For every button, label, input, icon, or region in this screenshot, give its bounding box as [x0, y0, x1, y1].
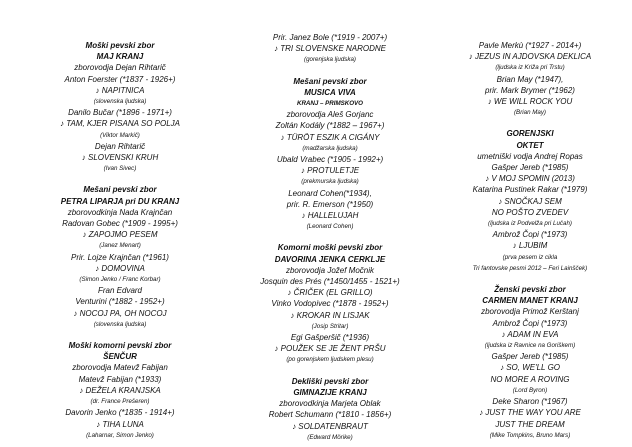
composer: Brian May (*1947),: [496, 74, 564, 84]
lyricist: (Ivan Sivec): [103, 165, 137, 173]
song-title: ♪ TIHA LUNA: [96, 419, 144, 429]
song-title: ♪ LJUBIM: [512, 241, 548, 251]
lyricist: (po gorenjskem ljudskem plesu): [286, 356, 374, 364]
column-3: [440, 40, 620, 441]
composer: Gašper Jereb (*1985): [491, 352, 569, 362]
choir-name: ŠENČUR: [103, 352, 137, 362]
composer: Deke Sharon (*1967): [492, 397, 568, 407]
song-title: JUST THE DREAM: [495, 419, 565, 429]
lyricist: (Josip Stritar): [311, 322, 349, 330]
composer: Davorin Jenko (*1835 - 1914+): [65, 408, 175, 418]
choir-name: PETRA LIPARJA pri DU KRANJ: [60, 196, 180, 206]
column-1: [40, 40, 200, 441]
lyricist: (Simon Jenko / Franc Korbar): [79, 276, 161, 284]
composer: prir. R. Emerson (*1950): [286, 199, 374, 209]
song-title: NO MORE A ROVING: [490, 374, 570, 384]
song-title: ♪ PROTULETJE: [300, 166, 360, 176]
song-title: ♪ ZAPOJMO PESEM: [82, 230, 158, 240]
composer: Danilo Bučar (*1896 - 1971+): [68, 108, 172, 118]
choir-type: Dekliški pevski zbor: [291, 376, 369, 386]
block-musica-viva: [240, 76, 420, 233]
composer: Dejan Rihtarič: [94, 141, 146, 151]
lyricist: (Lord Byron): [512, 386, 548, 394]
song-title: ♪ NAPITNICA: [95, 85, 145, 95]
lyricist: (slovenska ljudska): [93, 98, 147, 106]
column-2: [240, 32, 420, 443]
block-sencur: [40, 340, 200, 441]
lyricist: (ljudska iz Ravnice na Goriškem): [484, 342, 576, 350]
composer: Ubald Vrabec (*1905 - 1992+): [276, 155, 384, 165]
lyricist: (prva pesem iz cikla: [502, 253, 558, 261]
song-title: ♪ SLOVENSKI KRUH: [81, 153, 159, 163]
block-gorenjski-oktet: [440, 128, 620, 274]
composer: Katarina Pustinek Rakar (*1979): [472, 185, 588, 195]
composer: Ambrož Čopi (*1973): [492, 318, 568, 328]
lyricist: (Laharnar, Simon Jenko): [86, 431, 154, 439]
lyricist: (Leonard Cohen): [306, 223, 354, 231]
lyricist: (slovenska ljudska): [93, 320, 147, 328]
composer: Matevž Fabijan (*1933): [78, 374, 162, 384]
composer: Leonard Cohen(*1934),: [288, 188, 372, 198]
conductor: zborovodkinja Nada Krajnčan: [67, 207, 173, 217]
lyricist: (Mike Tompkins, Bruno Mars): [489, 431, 571, 439]
composer: Radovan Gobec (*1909 - 1995+): [62, 219, 178, 229]
song-title: ♪ NOCOJ PA, OH NOCOJ: [73, 308, 167, 318]
song-title: ♪ DEŽELA KRANJSKA: [79, 385, 161, 395]
block-carmen-manet: [440, 284, 620, 441]
composer: Robert Schumann (*1810 - 1856+): [268, 410, 392, 420]
song-title: ♪ WE WILL ROCK YOU: [487, 97, 573, 107]
song-title: ♪ JUST THE WAY YOU ARE: [479, 408, 581, 418]
choir-name: GIMNAZIJE KRANJ: [293, 387, 367, 397]
composer: Venturini (*1882 - 1952+): [75, 297, 165, 307]
composer: prir. Mark Brymer (*1962): [485, 85, 575, 95]
lyricist: (gorenjska ljudska): [304, 56, 356, 64]
lyricist: Tri fantovske pesmi 2012 – Feri Lainšček): [472, 264, 588, 272]
choir-name: OKTET: [516, 140, 544, 150]
song-title: ♪ KROKAR IN LISJAK: [290, 310, 370, 320]
song-title: ♪ SNOČKAJ SEM: [498, 196, 562, 206]
conductor: zborovodja Aleš Gorjanc: [286, 110, 374, 120]
lyricist: (madžarska ljudska): [302, 144, 358, 152]
choir-name: GORENJSKI: [506, 129, 554, 139]
lyricist: (Brian May): [514, 109, 546, 117]
composer: Anton Foerster (*1837 - 1926+): [64, 74, 176, 84]
song-title: NO POŠTO ZVEDEV: [491, 207, 569, 217]
conductor: zborovodkinja Marjeta Oblak: [279, 399, 381, 409]
conductor: zborovodja Dejan Rihtarič: [74, 63, 166, 73]
song-title: ♪ DOMOVINA: [95, 263, 145, 273]
choir-name: DAVORINA JENKA CERKLJE: [274, 254, 386, 264]
song-title: ♪ ADAM IN EVA: [501, 329, 559, 339]
song-title: ♪ TAM, KJER PISANA SO POLJA: [59, 119, 181, 129]
lyricist: (prekmurska ljudska): [301, 178, 359, 186]
song-title: ♪ JEZUS IN AJDOVSKA DEKLICA: [468, 52, 592, 62]
song-title: ♪ SO, WE'LL GO: [499, 363, 561, 373]
choir-type: Moški pevski zbor: [85, 41, 155, 50]
lyricist: (Viktor Markič): [100, 131, 140, 139]
composer: Egi Gašperšič (*1936): [290, 333, 370, 343]
choir-name: CARMEN MANET KRANJ: [482, 296, 578, 306]
composer: Prir. Janez Bole (*1919 - 2007+): [272, 33, 388, 42]
choir-type: Mešani pevski zbor: [293, 76, 367, 86]
conductor: zborovodja Primož Kerštanj: [481, 307, 579, 317]
conductor: umetniški vodja Andrej Ropas: [477, 151, 583, 161]
lyricist: (dr. France Prešeren): [90, 398, 150, 406]
lyricist: (Edward Mörike): [307, 433, 353, 441]
song-title: ♪ SOLDATENBRAUT: [292, 421, 368, 431]
song-title: ♪ ČRIČEK (EL GRILLO): [287, 288, 373, 298]
composer: Prir. Lojze Krajnčan (*1961): [71, 252, 169, 262]
composer: Pavle Merkù (*1927 - 2014+): [478, 41, 582, 50]
composer: Josquin des Prés (*1450/1455 - 1521+): [260, 277, 400, 287]
composer: Gašper Jereb (*1985): [491, 163, 569, 173]
song-title: ♪ POUŽEK SE JE ŽENT PRŠU: [274, 344, 386, 354]
lyricist: (Janez Menart): [99, 242, 141, 250]
block-janez-bole: [240, 32, 420, 66]
block-petra-liparja: [40, 184, 200, 330]
song-title: ♪ TRI SLOVENSKE NARODNE: [273, 44, 387, 54]
composer: Fran Edvard: [97, 286, 143, 296]
lyricist: (ljudska iz Podvelža pri Lučah): [488, 220, 572, 228]
song-title: ♪ HALLELUJAH: [301, 211, 359, 221]
choir-location: KRANJ – PRIMSKOVO: [296, 100, 363, 108]
song-title: ♪ V MOJ SPOMIN (2013): [485, 174, 575, 184]
block-gimnazije-kranj: [240, 376, 420, 443]
choir-type: Komorni moški pevski zbor: [277, 243, 383, 253]
lyricist: (ljudska iz Križa pri Trstu): [495, 64, 565, 72]
choir-type: Mešani pevski zbor: [83, 185, 157, 195]
composer: Ambrož Čopi (*1973): [492, 230, 568, 240]
choir-name: MAJ KRANJ: [96, 52, 144, 62]
composer: Vinko Vodopivec (*1878 - 1952+): [271, 299, 389, 309]
block-maj-kranj: [40, 40, 200, 174]
block-merku-may: [440, 40, 620, 118]
conductor: zborovodja Jožef Močnik: [285, 265, 375, 275]
choir-type: Moški komorni pevski zbor: [68, 341, 172, 351]
song-title: ♪ TÜRÖT ESZIK A CIGÁNY: [280, 132, 380, 142]
composer: Zoltán Kodály (*1882 – 1967+): [275, 121, 385, 131]
choir-type: Ženski pevski zbor: [494, 285, 566, 295]
block-davorina-jenka: [240, 242, 420, 365]
choir-name: MUSICA VIVA: [304, 87, 356, 97]
conductor: zborovodja Matevž Fabijan: [72, 363, 168, 373]
